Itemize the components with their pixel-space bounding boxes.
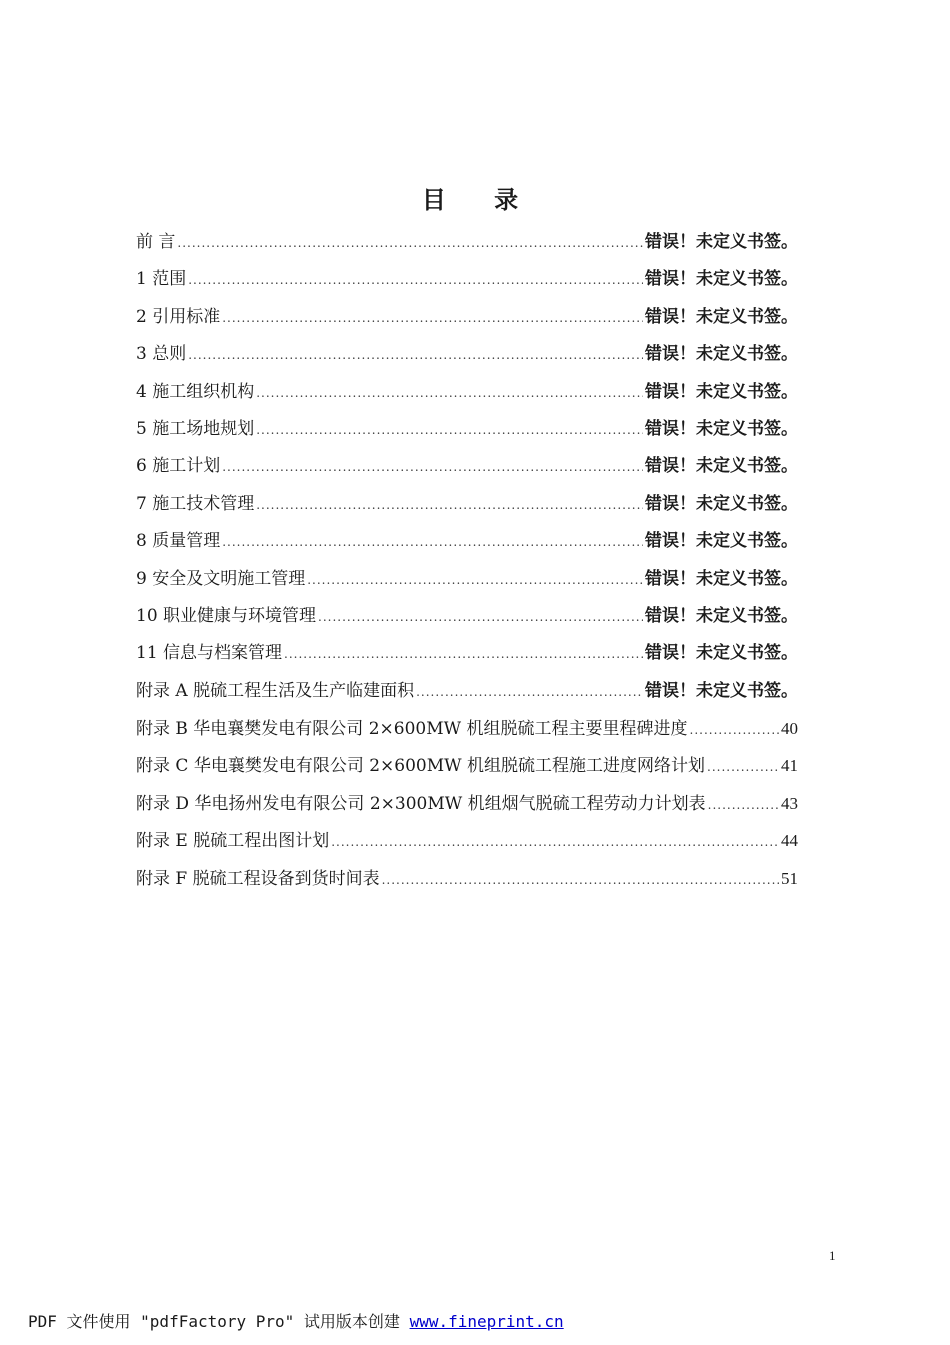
toc-entry-label: 附录 E 脱硫工程出图计划 <box>136 831 330 852</box>
toc-entry-page: 错误！未定义书签。 <box>645 232 798 252</box>
toc-leader-dots <box>318 599 643 636</box>
toc-list <box>136 224 798 897</box>
toc-entry-label: 附录 B 华电襄樊发电有限公司 2×600MW 机组脱硫工程主要里程碑进度 <box>136 719 688 740</box>
toc-entry[interactable] <box>136 598 798 635</box>
toc-leader-dots <box>690 712 780 749</box>
toc-leader-dots <box>256 375 643 412</box>
toc-leader-dots <box>307 562 643 599</box>
toc-leader-dots <box>188 262 643 299</box>
toc-entry-page: 错误！未定义书签。 <box>645 605 798 626</box>
toc-entry[interactable] <box>136 336 798 373</box>
toc-entry-label: 2 引用标准 <box>136 306 221 327</box>
toc-leader-dots <box>284 636 643 673</box>
toc-entry-page: 错误！未定义书签。 <box>645 381 798 402</box>
toc-entry-page: 44 <box>781 831 798 851</box>
toc-entry[interactable] <box>136 860 798 897</box>
toc-entry-page: 错误！未定义书签。 <box>645 344 798 365</box>
toc-entry-page: 错误！未定义书签。 <box>645 456 798 477</box>
toc-leader-dots <box>177 225 643 262</box>
toc-entry-page: 错误！未定义书签。 <box>645 643 798 664</box>
toc-entry-label: 附录 D 华电扬州发电有限公司 2×300MW 机组烟气脱硫工程劳动力计划表 <box>136 793 706 814</box>
toc-leader-dots <box>222 300 643 337</box>
toc-entry-page: 51 <box>781 868 798 888</box>
pdf-footer <box>28 1309 564 1332</box>
toc-leader-dots <box>416 674 643 711</box>
toc-leader-dots <box>331 824 779 861</box>
toc-leader-dots <box>256 412 643 449</box>
toc-entry-page: 错误！未定义书签。 <box>645 306 798 327</box>
toc-entry-page: 错误！未定义书签。 <box>645 418 798 439</box>
toc-entry-label: 5 施工场地规划 <box>136 418 255 439</box>
toc-entry[interactable] <box>136 224 798 261</box>
toc-entry-page: 40 <box>781 719 798 739</box>
toc-leader-dots <box>222 524 643 561</box>
toc-entry[interactable] <box>136 635 798 672</box>
toc-entry-label: 附录 A 脱硫工程生活及生产临建面积 <box>136 680 415 701</box>
toc-leader-dots <box>188 337 643 374</box>
toc-entry[interactable] <box>136 411 798 448</box>
page-number: 1 <box>829 1248 836 1263</box>
toc-entry[interactable] <box>136 486 798 523</box>
toc-leader-dots <box>256 487 643 524</box>
toc-entry-label: 7 施工技术管理 <box>136 493 255 514</box>
toc-entry[interactable] <box>136 448 798 485</box>
footer-link[interactable]: www.fineprint.cn <box>409 1312 564 1331</box>
toc-entry[interactable] <box>136 374 798 411</box>
toc-entry-page: 错误！未定义书签。 <box>645 680 798 701</box>
toc-leader-dots <box>382 862 779 899</box>
toc-leader-dots <box>707 749 779 786</box>
toc-entry-label: 3 总则 <box>136 344 187 365</box>
toc-entry[interactable] <box>136 747 798 784</box>
toc-entry-page: 错误！未定义书签。 <box>645 493 798 514</box>
toc-entry[interactable] <box>136 673 798 710</box>
toc-entry-page: 错误！未定义书签。 <box>645 568 798 589</box>
toc-entry-page: 错误！未定义书签。 <box>645 269 798 290</box>
toc-entry-page: 错误！未定义书签。 <box>645 531 798 552</box>
toc-title: 目 录 <box>421 186 539 214</box>
toc-entry[interactable] <box>136 299 798 336</box>
toc-entry-page: 41 <box>781 756 798 776</box>
toc-entry-label: 10 职业健康与环境管理 <box>136 605 317 626</box>
toc-entry[interactable] <box>136 261 798 298</box>
toc-entry-label: 4 施工组织机构 <box>136 381 255 402</box>
toc-leader-dots <box>708 787 779 824</box>
toc-entry-label: 6 施工计划 <box>136 456 221 477</box>
toc-leader-dots <box>222 449 643 486</box>
toc-entry-label: 1 范围 <box>136 269 187 290</box>
toc-entry[interactable] <box>136 523 798 560</box>
toc-entry-label: 前 言 <box>136 232 176 252</box>
footer-text: PDF 文件使用 "pdfFactory Pro" 试用版本创建 <box>28 1312 410 1331</box>
toc-entry-label: 附录 C 华电襄樊发电有限公司 2×600MW 机组脱硫工程施工进度网络计划 <box>136 756 706 777</box>
toc-entry-label: 8 质量管理 <box>136 531 221 552</box>
toc-entry[interactable] <box>136 710 798 747</box>
toc-entry-label: 9 安全及文明施工管理 <box>136 568 306 589</box>
toc-entry-page: 43 <box>781 793 798 813</box>
toc-entry[interactable] <box>136 785 798 822</box>
toc-entry[interactable] <box>136 822 798 859</box>
toc-entry-label: 附录 F 脱硫工程设备到货时间表 <box>136 868 380 889</box>
toc-entry-label: 11 信息与档案管理 <box>136 643 283 664</box>
toc-entry[interactable] <box>136 561 798 598</box>
